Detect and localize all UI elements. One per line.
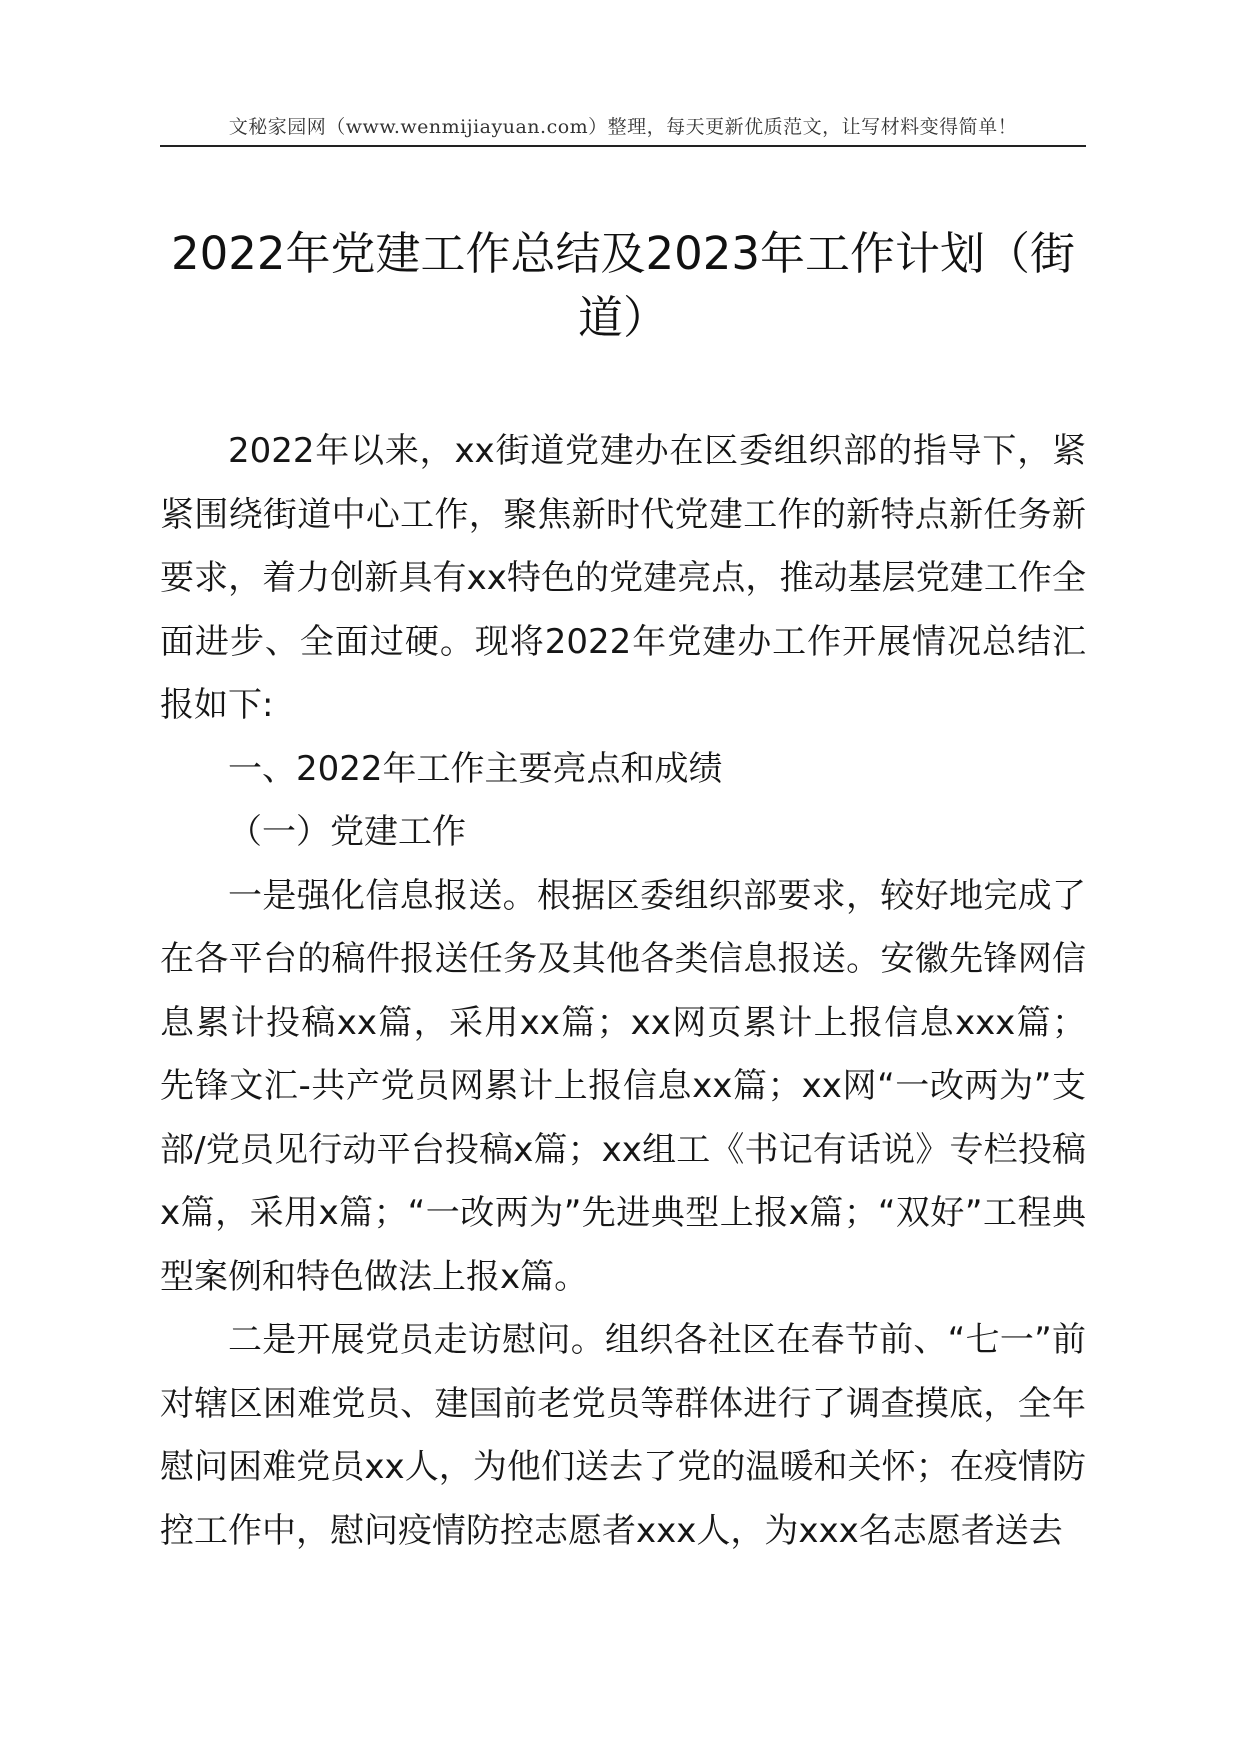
subsection-heading: （一）党建工作 <box>228 812 466 852</box>
document-title: 2022年党建工作总结及2023年工作计划（街道） <box>170 227 1076 344</box>
document-body <box>160 420 1086 1563</box>
section-heading: 一、2022年工作主要亮点和成绩 <box>228 748 723 789</box>
body-paragraph: 二是开展党员走访慰问。组织各社区在春节前、“七一”前对辖区困难党员、建国前老党员等群体进行了调查摸底，全年慰问困难党员xx人，为他们送去了党的温暖和关怀；在疫情防控工作中，慰问疫情防控志愿者xxx人，为xxx名志愿者送去 <box>160 1320 1086 1551</box>
header-divider <box>160 145 1086 147</box>
body-paragraph: 一是强化信息报送。根据区委组织部要求，较好地完成了在各平台的稿件报送任务及其他各类信息报送。安徽先锋网信息累计投稿xx篇，采用xx篇；xx网页累计上报信息xxx篇；先锋文汇-共产党员网累计上报信息xx篇；xx网“一改两为”支部/党员见行动平台投稿x篇；xx组工《书记有话说》专栏投稿x篇，采用x篇；“一改两为”先进典型上报x篇；“双好”工程典型案例和特色做法上报x篇。 <box>160 875 1086 1297</box>
intro-paragraph: 2022年以来，xx街道党建办在区委组织部的指导下，紧紧围绕街道中心工作，聚焦新时代党建工作的新特点新任务新要求，着力创新具有xx特色的党建亮点，推动基层党建工作全面进步、全面过硬。现将2022年党建办工作开展情况总结汇报如下: <box>160 431 1086 725</box>
page-header: 文秘家园网（www.wenmijiayuan.com）整理，每天更新优质范文，让写材料变得简单！ <box>228 116 1018 138</box>
